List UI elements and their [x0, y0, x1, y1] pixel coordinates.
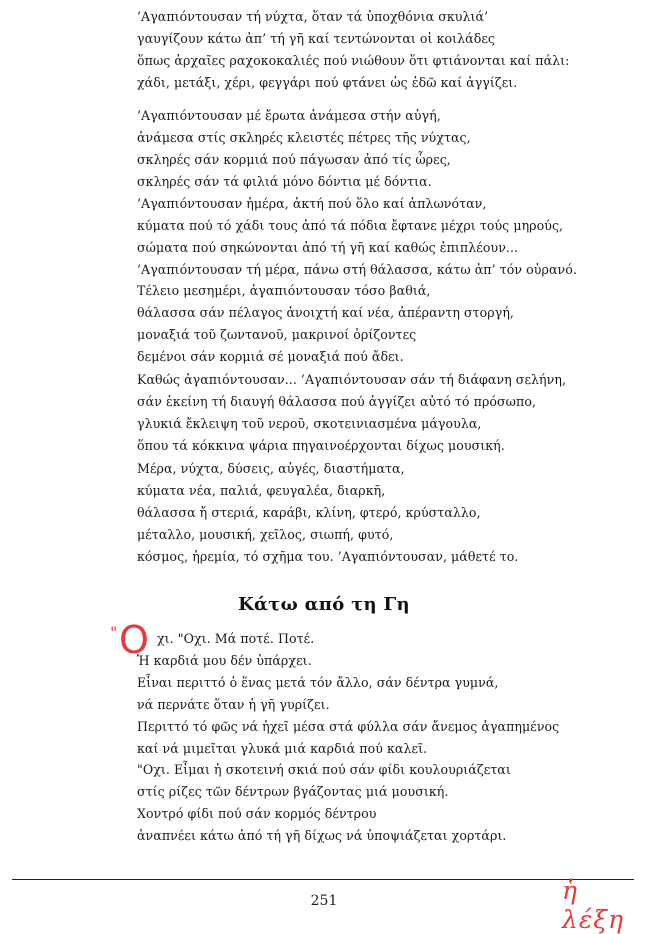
footer-rule [12, 879, 634, 880]
poem-line: Ἡ καρδιά μου δέν ὑπάρχει. [137, 653, 312, 668]
page-number: 251 [310, 893, 338, 909]
poem-line: "Οχι. Εἶμαι ἡ σκοτεινή σκιά πού σάν φίδι κουλουριάζεται [137, 762, 511, 777]
stanza-6 [137, 458, 518, 568]
publisher-logo: ἡ λέξη [562, 876, 625, 934]
poem-line: σκληρές σάν κορμιά πού πάγωσαν ἀπό τίς ὧρες, [137, 152, 451, 167]
poem-line: ὅπως ἀρχαῖες ραχοκοκαλιές πού νιώθουν ὅτι φτιάνονται καί πάλι: [137, 53, 570, 68]
poem-line: θάλασσα σάν πέλαγος ἀνοιχτή καί νέα, ἀπέραντη στοργή, [137, 305, 514, 320]
stanza-2 [137, 105, 471, 193]
poem-line: καί νά μιμεῖται γλυκά μιά καρδιά πού καλεῖ. [137, 741, 428, 756]
poem-line: σώματα πού σηκώνονται ἀπό τή γῆ καί καθώς ἐπιπλέουν... [137, 240, 519, 255]
poem-line: ’Αγαπιόντουσαν τή νύχτα, ὅταν τά ὑποχθόνια σκυλιά’ [137, 9, 489, 24]
stanza-4 [137, 280, 514, 368]
poem-line: γλυκιά ἔκλειψη τοῦ νεροῦ, σκοτεινιασμένα μάγουλα, [137, 416, 482, 431]
poem-line: Περιττό τό φῶς νά ἠχεῖ μέσα στά φύλλα σάν ἄνεμος ἀγαπημένος [137, 719, 560, 734]
poem-line: θάλασσα ἤ στεριά, καράβι, κλίνη, φτερό, κρύσταλλο, [137, 505, 481, 520]
poem-line: κόσμος, ἠρεμία, τό σχῆμα του. ’Αγαπιόντουσαν, μάθετέ το. [137, 549, 519, 564]
poem-line: Καθώς ἀγαπιόντουσαν... ’Αγαπιόντουσαν σάν τή διάφανη σελήνη, [137, 372, 567, 387]
stanza-1 [137, 6, 569, 94]
poem-line: δεμένοι σάν κορμιά σέ μοναξιά πού ἄδει. [137, 349, 404, 364]
poem-line: ἀνάμεσα στίς σκληρές κλειστές πέτρες τῆς νύχτας, [137, 130, 471, 145]
poem-line: κύματα πού τό χάδι τους ἀπό τά πόδια ἔφτανε μέχρι τούς μηρούς, [137, 218, 564, 233]
poem-line: χι. "Οχι. Μά ποτέ. Ποτέ. [157, 631, 315, 646]
dropcap-breathing-mark: " [110, 623, 118, 642]
dropcap-letter: Ο [119, 618, 149, 662]
poem-line: μέταλλο, μουσική, χεῖλος, σιωπή, φυτό, [137, 527, 394, 542]
poem-line: κύματα νέα, παλιά, φευγαλέα, διαρκῆ, [137, 483, 386, 498]
poem-title: Κάτω από τη Γη [238, 594, 410, 615]
poem-line: ’Αγαπιόντουσαν τή μέρα, πάνω στή θάλασσα, κάτω ἀπ’ τόν οὐρανό. [137, 262, 577, 277]
poem-line: σκληρές σάν τά φιλιά μόνο δόντια μέ δόντια. [137, 174, 432, 189]
poem-line: Μέρα, νύχτα, δύσεις, αὐγές, διαστήματα, [137, 461, 405, 476]
poem-line: χάδι, μετάξι, χέρι, φεγγάρι πού φτάνει ὡς ἐδῶ καί ἀγγίζει. [137, 75, 518, 90]
poem-line: στίς ρίζες τῶν δέντρων βγάζοντας μιά μουσική. [137, 784, 449, 799]
stanza-5 [137, 369, 566, 457]
poem-line: ὅπου τά κόκκινα ψάρια πηγαινοέρχονται δίχως μουσική. [137, 438, 505, 453]
new-poem-stanza-1 [137, 628, 559, 760]
new-poem-stanza-2 [137, 759, 511, 847]
poem-line: ’Αγαπιόντουσαν ἡμέρα, ἀκτή πού ὅλο καί ἁπλωνόταν, [137, 196, 487, 211]
poem-line: νά περνάτε ὅταν ἡ γῆ γυρίζει. [137, 697, 330, 712]
poem-line: γαυγίζουν κάτω ἀπ’ τή γῆ καί τεντώνονται οἱ κοιλάδες [137, 31, 496, 46]
poem-line: ’Αγαπιόντουσαν μέ ἔρωτα ἀνάμεσα στήν αὐγή, [137, 108, 441, 123]
poem-line: μοναξιά τοῦ ζωντανοῦ, μακρινοί ὁρίζοντες [137, 327, 417, 342]
poem-line: Τέλειο μεσημέρι, ἀγαπιόντουσαν τόσο βαθιά, [137, 283, 431, 298]
poem-line: Εἶναι περιττό ὁ ἕνας μετά τόν ἄλλο, σάν δέντρα γυμνά, [137, 675, 499, 690]
poem-line: ἀναπνέει κάτω ἀπό τή γῆ δίχως νά ὑποψιάζεται χορτάρι. [137, 828, 507, 843]
poem-line: Χοντρό φίδι πού σάν κορμός δέντρου [137, 806, 377, 821]
poem-line: σάν ἐκείνη τή διαυγή θάλασσα πού ἀγγίζει αὐτό τό πρόσωπο, [137, 394, 537, 409]
stanza-3 [137, 193, 577, 281]
